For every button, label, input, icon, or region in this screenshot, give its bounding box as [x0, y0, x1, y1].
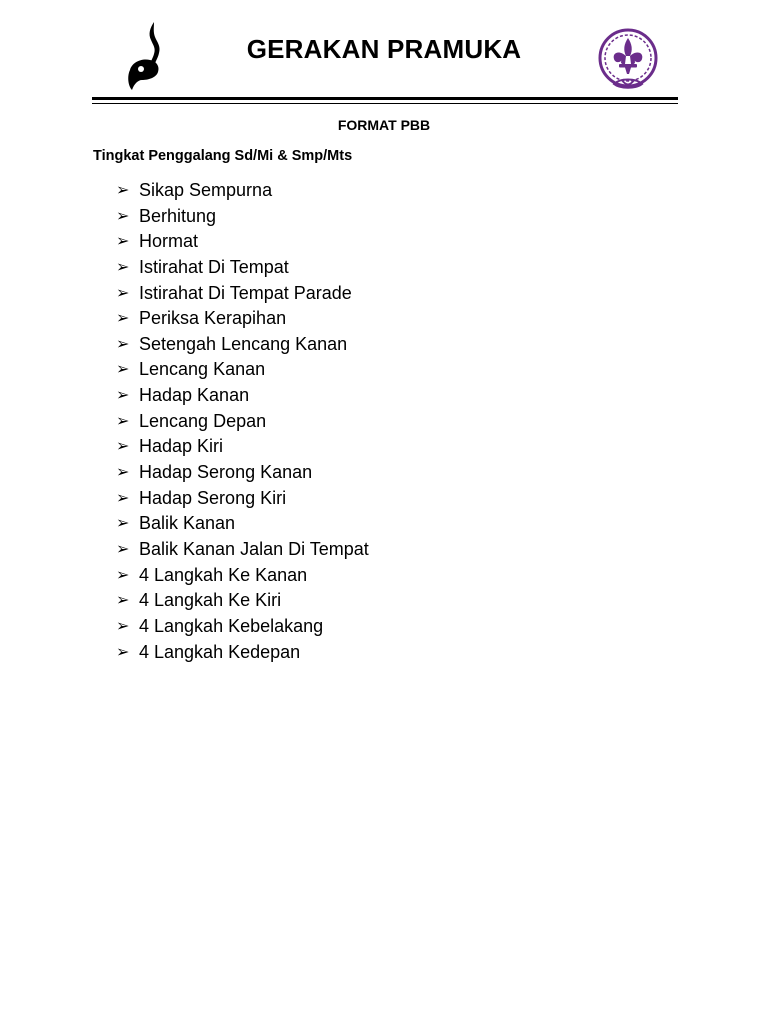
arrow-bullet-icon: ➢: [116, 387, 130, 405]
arrow-bullet-icon: ➢: [116, 515, 130, 533]
arrow-bullet-icon: ➢: [116, 361, 130, 379]
arrow-bullet-icon: ➢: [116, 617, 130, 635]
list-item: [116, 640, 369, 666]
list-item: [116, 383, 369, 409]
list-item: [116, 306, 369, 332]
list-item-label: Balik Kanan Jalan Di Tempat: [139, 538, 369, 559]
arrow-bullet-icon: ➢: [116, 643, 130, 661]
arrow-bullet-icon: ➢: [116, 438, 130, 456]
arrow-bullet-icon: ➢: [116, 233, 130, 251]
arrow-bullet-icon: ➢: [116, 258, 130, 276]
list-item-label: 4 Langkah Kebelakang: [139, 615, 324, 636]
list-item: [116, 281, 369, 307]
list-item-label: Sikap Sempurna: [139, 180, 273, 200]
list-item: [116, 332, 369, 358]
list-item: [116, 434, 369, 460]
list-item-label: Balik Kanan: [139, 513, 236, 534]
list-item: [116, 357, 369, 383]
arrow-bullet-icon: ➢: [116, 207, 130, 225]
arrow-bullet-icon: ➢: [116, 182, 130, 199]
document-heading: FORMAT PBB: [337, 117, 431, 133]
list-item-label: Lencang Kanan: [139, 359, 266, 380]
list-item: [116, 204, 369, 230]
list-item: [116, 409, 369, 435]
list-item: [116, 255, 369, 281]
arrow-bullet-icon: ➢: [116, 592, 130, 610]
list-item: [116, 537, 369, 563]
list-item-label: Periksa Kerapihan: [139, 308, 287, 329]
list-item-label: Hadap Serong Kanan: [139, 462, 313, 483]
list-item-label: 4 Langkah Ke Kanan: [139, 564, 308, 585]
document-subheading: Tingkat Penggalang Sd/Mi & Smp/Mts: [93, 148, 353, 164]
list-item-label: Hormat: [139, 231, 199, 252]
list-item: [116, 614, 369, 640]
arrow-bullet-icon: ➢: [116, 310, 130, 328]
list-item: [116, 460, 369, 486]
list-item-label: Hadap Kanan: [139, 385, 250, 406]
arrow-bullet-icon: ➢: [116, 489, 130, 507]
arrow-bullet-icon: ➢: [116, 540, 130, 558]
list-item: [116, 486, 369, 512]
arrow-bullet-icon: ➢: [116, 566, 130, 584]
list-item-label: 4 Langkah Kedepan: [139, 641, 301, 662]
list-item-label: Istirahat Di Tempat Parade: [139, 282, 352, 303]
list-item: [116, 588, 369, 614]
arrow-bullet-icon: ➢: [116, 335, 130, 353]
list-item: [116, 563, 369, 589]
list-item-label: Setengah Lencang Kanan: [139, 333, 348, 354]
list-item-label: Lencang Depan: [139, 410, 267, 431]
arrow-bullet-icon: ➢: [116, 464, 130, 482]
list-item: [116, 178, 369, 204]
list-item: [116, 511, 369, 537]
list-item-label: Berhitung: [139, 205, 217, 226]
header-divider-thick: [92, 97, 678, 100]
arrow-bullet-icon: ➢: [116, 284, 130, 302]
page-title: GERAKAN PRAMUKA: [246, 34, 522, 64]
list-item: [116, 229, 369, 255]
header-divider-thin: [92, 103, 678, 104]
list-item-label: Istirahat Di Tempat: [139, 256, 289, 277]
list-item-label: Hadap Kiri: [139, 436, 224, 457]
list-item-label: 4 Langkah Ke Kiri: [139, 590, 282, 611]
tunas-kelapa-logo-icon: [120, 18, 172, 94]
world-scout-emblem-icon: [596, 28, 660, 94]
arrow-bullet-icon: ➢: [116, 412, 130, 430]
list-item-label: Hadap Serong Kiri: [139, 487, 287, 508]
command-list: [116, 178, 369, 665]
